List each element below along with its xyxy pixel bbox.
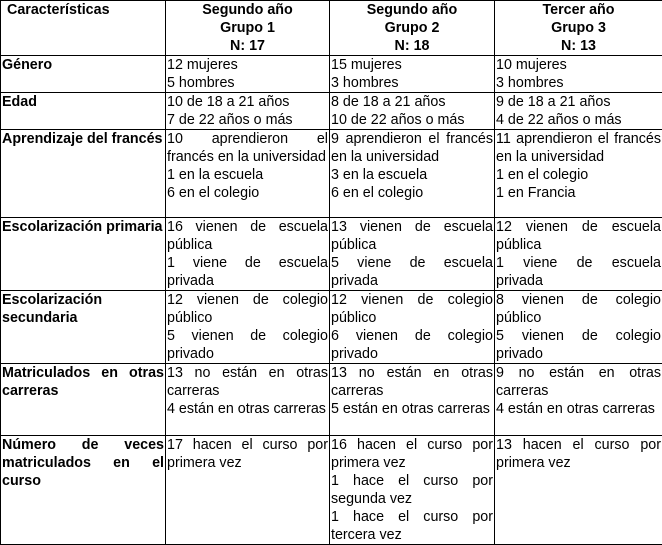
table-cell: 10 mujeres 3 hombres [495,56,662,93]
table-row [1,364,662,436]
table-cell: 8 de 18 a 21 años 10 de 22 años o más [330,93,495,130]
table-cell: 13 vienen de escuela pública 5 viene de escuela privada [330,218,495,291]
header-row [1,1,662,56]
table-cell: 16 vienen de escuela pública 1 viene de escuela privada [166,218,330,291]
row-label: Matriculados en otras carreras [1,364,166,436]
row-label: Escolarización secundaria [1,291,166,364]
header-characteristics: Características [1,1,166,56]
table-cell: 16 hacen el curso por primera vez 1 hace el curso por segunda vez 1 hace el curso por tercera vez [330,436,495,545]
table-cell: 9 de 18 a 21 años 4 de 22 años o más [495,93,662,130]
table-cell: 13 no están en otras carreras 4 están en otras carreras [166,364,330,436]
table-row [1,291,662,364]
header-group-2: Segundo año Grupo 2 N: 18 [330,1,495,56]
table-row [1,218,662,291]
row-label: Género [1,56,166,93]
header-group-3: Tercer año Grupo 3 N: 13 [495,1,662,56]
row-label: Aprendizaje del francés [1,130,166,218]
table-row [1,56,662,93]
table-cell: 10 de 18 a 21 años 7 de 22 años o más [166,93,330,130]
header-group-1: Segundo año Grupo 1 N: 17 [166,1,330,56]
table-cell: 13 hacen el curso por primera vez [495,436,662,545]
table-cell: 9 aprendieron el francés en la universidad 3 en la escuela 6 en el colegio [330,130,495,218]
table-cell: 12 vienen de escuela pública 1 viene de escuela privada [495,218,662,291]
table-cell: 15 mujeres 3 hombres [330,56,495,93]
row-label: Escolarización primaria [1,218,166,291]
table-cell: 13 no están en otras carreras 5 están en otras carreras [330,364,495,436]
table-cell: 12 vienen de colegio público 6 vienen de colegio privado [330,291,495,364]
row-label: Edad [1,93,166,130]
table-cell: 10 aprendieron el francés en la universidad 1 en la escuela 6 en el colegio [166,130,330,218]
table-row [1,436,662,545]
table-cell: 11 aprendieron el francés en la universidad 1 en el colegio 1 en Francia [495,130,662,218]
row-label: Número de veces matriculados en el curso [1,436,166,545]
table-row [1,93,662,130]
table-cell: 17 hacen el curso por primera vez [166,436,330,545]
table-row [1,130,662,218]
table-cell: 8 vienen de colegio público 5 vienen de colegio privado [495,291,662,364]
table-cell: 12 mujeres 5 hombres [166,56,330,93]
table-cell: 12 vienen de colegio público 5 vienen de colegio privado [166,291,330,364]
table-cell: 9 no están en otras carreras 4 están en otras carreras [495,364,662,436]
